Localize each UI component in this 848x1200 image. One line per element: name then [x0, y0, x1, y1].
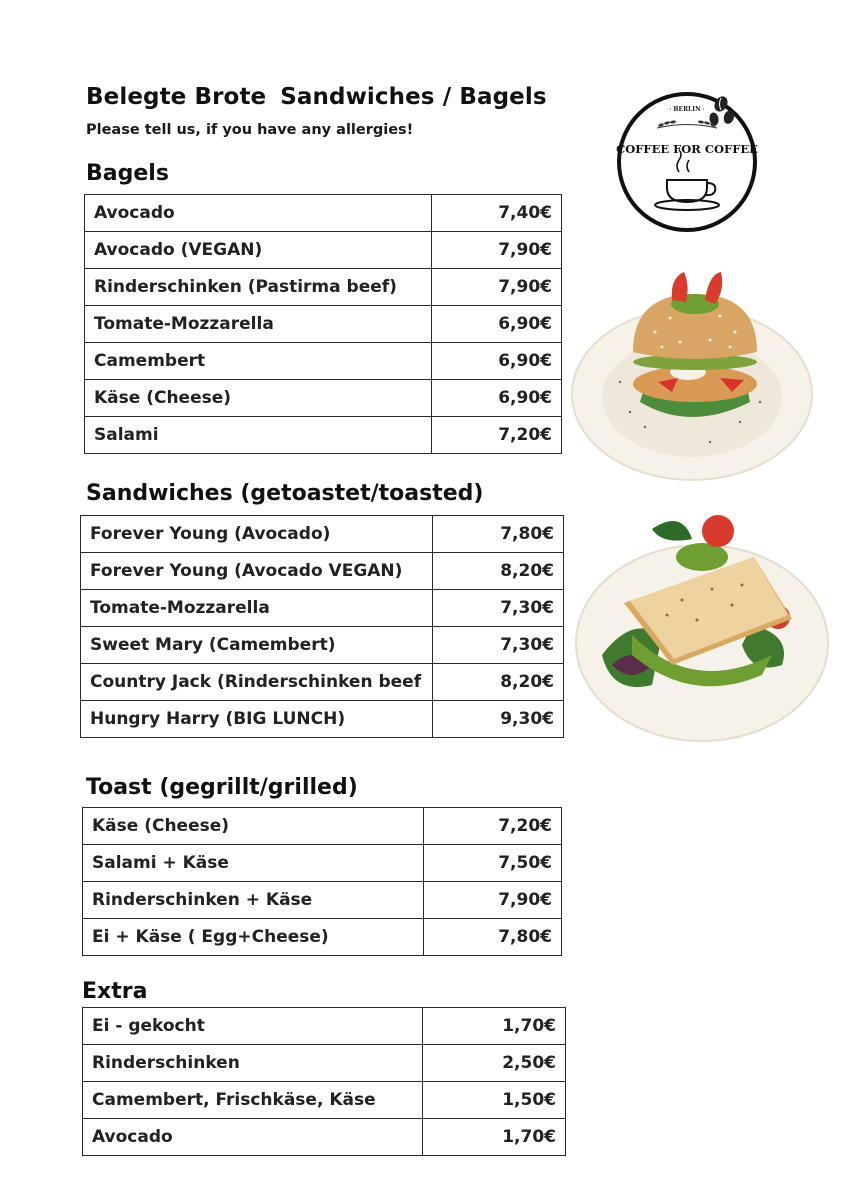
item-price: 6,90€	[431, 306, 561, 343]
table-row	[81, 516, 564, 553]
table-row	[85, 195, 562, 232]
item-name: Rinderschinken + Käse	[83, 882, 424, 919]
section-title-toast: Toast (gegrillt/grilled)	[86, 775, 358, 800]
item-name: Country Jack (Rinderschinken beef	[81, 664, 433, 701]
table-row	[81, 553, 564, 590]
table-row	[85, 380, 562, 417]
item-price: 8,20€	[432, 553, 563, 590]
table-row	[83, 1008, 566, 1045]
item-price: 7,30€	[432, 590, 563, 627]
item-name: Forever Young (Avocado)	[81, 516, 433, 553]
table-row	[85, 306, 562, 343]
section-title-sandwiches: Sandwiches (getoastet/toasted)	[86, 481, 484, 506]
item-price: 2,50€	[422, 1045, 565, 1082]
item-price: 6,90€	[431, 380, 561, 417]
section-title-extra: Extra	[82, 979, 148, 1004]
table-row	[83, 1082, 566, 1119]
item-name: Hungry Harry (BIG LUNCH)	[81, 701, 433, 738]
table-row	[81, 701, 564, 738]
bagel-photo	[570, 252, 815, 484]
item-name: Ei - gekocht	[83, 1008, 423, 1045]
sandwich-photo	[572, 505, 830, 747]
item-name: Tomate-Mozzarella	[85, 306, 432, 343]
table-row	[85, 417, 562, 454]
item-name: Käse (Cheese)	[85, 380, 432, 417]
item-name: Salami + Käse	[83, 845, 424, 882]
table-row	[81, 664, 564, 701]
item-price: 7,30€	[432, 627, 563, 664]
table-row	[85, 232, 562, 269]
section-title-bagels: Bagels	[86, 161, 169, 186]
table-row	[85, 269, 562, 306]
table-row	[83, 1045, 566, 1082]
item-price: 7,50€	[424, 845, 562, 882]
item-price: 1,50€	[422, 1082, 565, 1119]
table-row	[85, 343, 562, 380]
extra-table	[82, 1007, 566, 1156]
item-price: 7,90€	[431, 269, 561, 306]
title-german: Belegte Brote	[86, 84, 267, 110]
title-english: Sandwiches / Bagels	[280, 84, 547, 110]
item-name: Tomate-Mozzarella	[81, 590, 433, 627]
item-price: 9,30€	[432, 701, 563, 738]
item-name: Käse (Cheese)	[83, 808, 424, 845]
item-name: Rinderschinken	[83, 1045, 423, 1082]
item-price: 7,80€	[432, 516, 563, 553]
logo-name-text: COFFEE FOR COFFEE	[616, 142, 758, 156]
item-price: 7,80€	[424, 919, 562, 956]
item-name: Avocado (VEGAN)	[85, 232, 432, 269]
item-name: Sweet Mary (Camembert)	[81, 627, 433, 664]
logo-berlin-text: BERLIN	[673, 106, 701, 113]
table-row	[81, 627, 564, 664]
item-price: 6,90€	[431, 343, 561, 380]
item-name: Avocado	[85, 195, 432, 232]
item-price: 1,70€	[422, 1119, 565, 1156]
page-title	[86, 84, 547, 110]
table-row	[81, 590, 564, 627]
allergy-note: Please tell us, if you have any allergies!	[86, 122, 414, 138]
item-name: Camembert, Frischkäse, Käse	[83, 1082, 423, 1119]
item-price: 8,20€	[432, 664, 563, 701]
item-price: 7,40€	[431, 195, 561, 232]
item-price: 1,70€	[422, 1008, 565, 1045]
item-name: Salami	[85, 417, 432, 454]
bagels-table	[84, 194, 562, 454]
svg-text:· BERLIN ·: · BERLIN ·	[669, 106, 705, 113]
sandwiches-table	[80, 515, 564, 738]
table-row	[83, 919, 562, 956]
table-row	[83, 808, 562, 845]
item-name: Rinderschinken (Pastirma beef)	[85, 269, 432, 306]
table-row	[83, 845, 562, 882]
table-row	[83, 882, 562, 919]
item-name: Avocado	[83, 1119, 423, 1156]
item-price: 7,20€	[431, 417, 561, 454]
item-name: Forever Young (Avocado VEGAN)	[81, 553, 433, 590]
toast-table	[82, 807, 562, 956]
item-price: 7,90€	[431, 232, 561, 269]
coffee-for-coffee-logo	[615, 90, 760, 235]
item-name: Camembert	[85, 343, 432, 380]
item-price: 7,90€	[424, 882, 562, 919]
item-price: 7,20€	[424, 808, 562, 845]
item-name: Ei + Käse ( Egg+Cheese)	[83, 919, 424, 956]
table-row	[83, 1119, 566, 1156]
